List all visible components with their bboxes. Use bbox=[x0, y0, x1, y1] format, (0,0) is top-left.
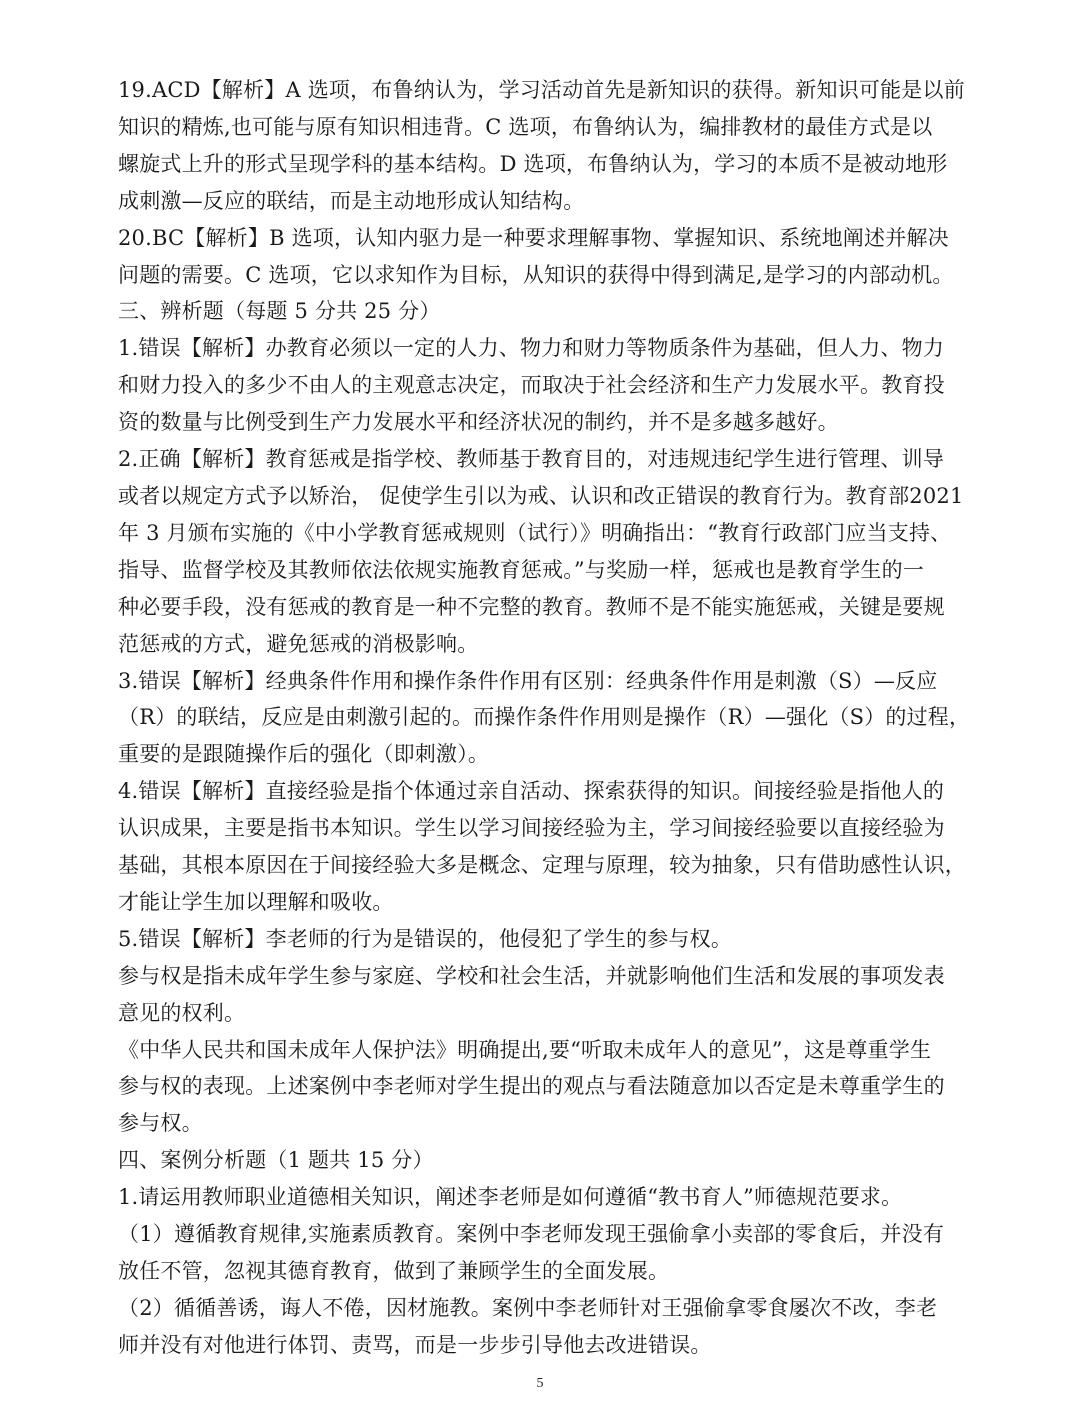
text-line: 和财力投入的多少不由人的主观意志决定，而取决于社会经济和生产力发展水平。教育投 bbox=[118, 373, 945, 398]
text-line: 3.错误【解析】经典条件作用和操作条件作用有区别：经典条件作用是刺激（S）—反应 bbox=[118, 668, 938, 693]
text-line: 范惩戒的方式，避免惩戒的消极影响。 bbox=[118, 631, 479, 656]
section-heading: 三、辨析题（每题 5 分共 25 分） bbox=[118, 299, 441, 324]
page-number: 5 bbox=[536, 1376, 544, 1391]
text-line: 《中华人民共和国未成年人保护法》明确提出,要“听取未成年人的意见”，这是尊重学生 bbox=[118, 1037, 932, 1062]
text-line: 2.正确【解析】教育惩戒是指学校、教师基于教育目的，对违规违纪学生进行管理、训导 bbox=[118, 447, 945, 472]
text-line: 指导、监督学校及其教师依法依规实施教育惩戒。”与奖励一样，惩戒也是教育学生的一 bbox=[118, 557, 925, 582]
text-line: 20.BC【解析】B 选项，认知内驱力是一种要求理解事物、掌握知识、系统地阐述并解决 bbox=[118, 225, 949, 250]
text-line: 资的数量与比例受到生产力发展水平和经济状况的制约，并不是多越多越好。 bbox=[118, 410, 839, 435]
text-line: （2）循循善诱，诲人不倦，因材施教。案例中李老师针对王强偷拿零食屡次不改，李老 bbox=[118, 1295, 938, 1320]
text-line: 1.错误【解析】办教育必须以一定的人力、物力和财力等物质条件为基础，但人力、物力 bbox=[118, 336, 945, 361]
text-line: 师并没有对他进行体罚、责骂，而是一步步引导他去改进错误。 bbox=[118, 1332, 712, 1357]
text-line: 1.请运用教师职业道德相关知识，阐述李老师是如何遵循“教书育人”师德规范要求。 bbox=[118, 1185, 903, 1210]
text-line: 意见的权利。 bbox=[118, 1000, 246, 1025]
text-line: （1）遵循教育规律,实施素质教育。案例中李老师发现王强偷拿小卖部的零食后，并没有 bbox=[118, 1222, 945, 1247]
text-line: 参与权。 bbox=[118, 1111, 203, 1136]
text-line: 4.错误【解析】直接经验是指个体通过亲自活动、探索获得的知识。间接经验是指他人的 bbox=[118, 779, 945, 804]
text-line: 19.ACD【解析】A 选项，布鲁纳认为，学习活动首先是新知识的获得。新知识可能是以前 bbox=[118, 78, 965, 102]
text-line: 螺旋式上升的形式呈现学科的基本结构。D 选项，布鲁纳认为，学习的本质不是被动地形 bbox=[118, 151, 948, 176]
text-line: 种必要手段，没有惩戒的教育是一种不完整的教育。教师不是不能实施惩戒，关键是要规 bbox=[118, 594, 945, 619]
text-line: 基础，其根本原因在于间接经验大多是概念、定理与原理，较为抽象，只有借助感性认识， bbox=[118, 853, 966, 878]
text-line: 5.错误【解析】李老师的行为是错误的，他侵犯了学生的参与权。 bbox=[118, 926, 733, 951]
text-line: 参与权的表现。上述案例中李老师对学生提出的观点与看法随意加以否定是未尊重学生的 bbox=[118, 1074, 945, 1099]
text-line: 成刺激—反应的联结，而是主动地形成认知结构。 bbox=[118, 188, 585, 213]
document-body bbox=[118, 72, 971, 1364]
text-line: 问题的需要。C 选项，它以求知作为目标，从知识的获得中得到满足,是学习的内部动机。 bbox=[118, 262, 954, 287]
text-line: 认识成果，主要是指书本知识。学生以学习间接经验为主，学习间接经验要以直接经验为 bbox=[118, 816, 945, 841]
text-line: 知识的精炼,也可能与原有知识相违背。C 选项，布鲁纳认为，编排教材的最佳方式是以 bbox=[118, 114, 933, 139]
text-line: 年 3 月颁布实施的《中小学教育惩戒规则（试行）》明确指出：“教育行政部门应当支持、 bbox=[118, 520, 952, 545]
section-heading: 四、案例分析题（1 题共 15 分） bbox=[118, 1148, 434, 1173]
text-line: 或者以规定方式予以矫治， 促使学生引以为戒、认识和改正错误的教育行为。教育部2021 bbox=[118, 483, 964, 508]
text-line: 才能让学生加以理解和吸收。 bbox=[118, 889, 394, 914]
text-line: 参与权是指未成年学生参与家庭、学校和社会生活，并就影响他们生活和发展的事项发表 bbox=[118, 963, 945, 988]
text-line: 重要的是跟随操作后的强化（即刺激）。 bbox=[118, 742, 490, 767]
text-line: （R）的联结，反应是由刺激引起的。而操作条件作用则是操作（R）—强化（S）的过程， bbox=[118, 705, 971, 730]
text-line: 放任不管，忽视其德育教育，做到了兼顾学生的全面发展。 bbox=[118, 1259, 670, 1283]
